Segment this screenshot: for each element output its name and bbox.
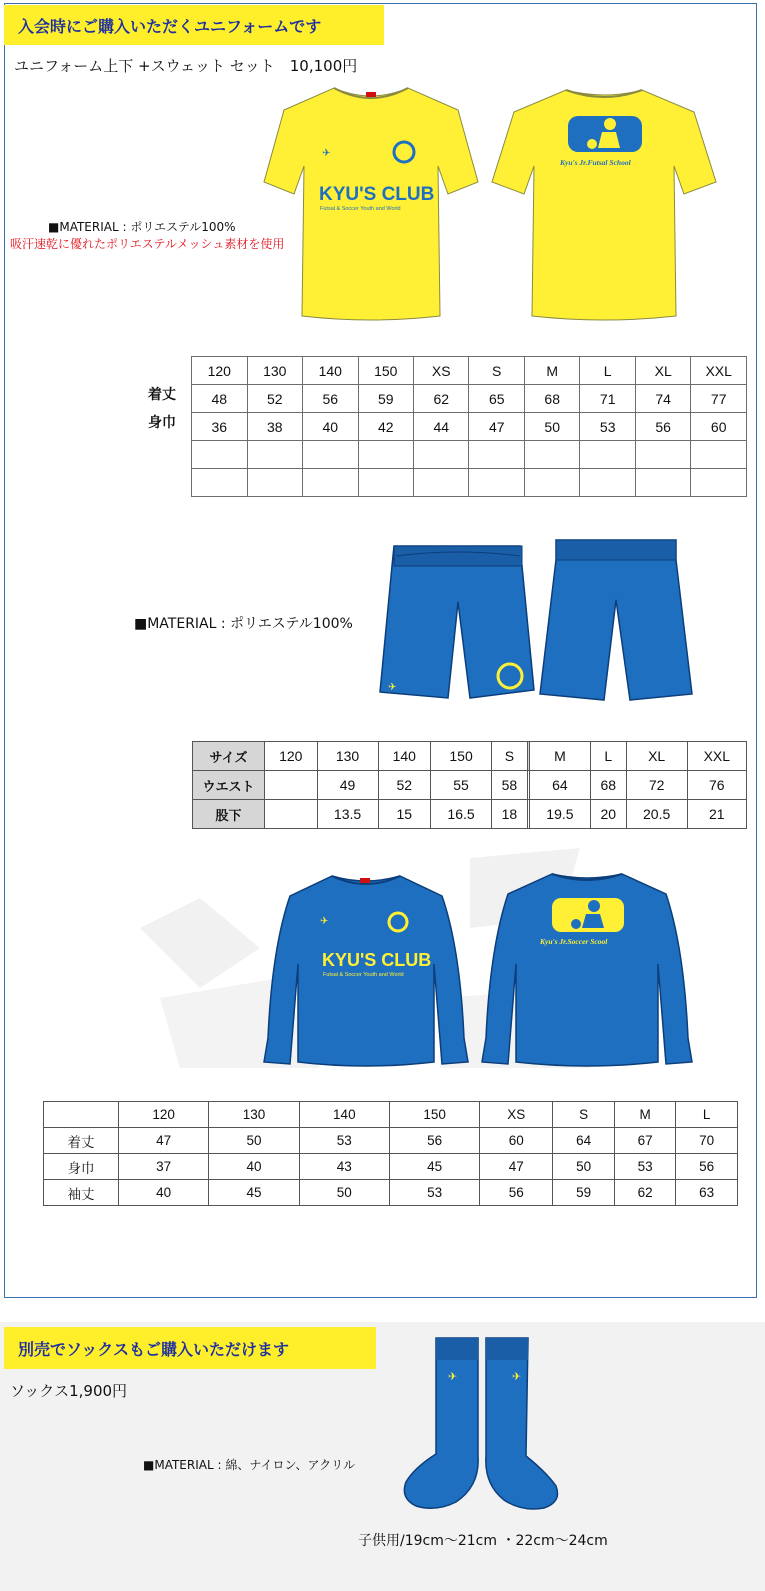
table-row	[44, 1128, 738, 1154]
value-cell: 68	[590, 771, 626, 800]
size-cell: 130	[247, 357, 303, 385]
size-cell: M	[614, 1102, 676, 1128]
sweat-size-table	[43, 1101, 738, 1206]
value-cell: 52	[378, 771, 431, 800]
value-cell	[265, 771, 318, 800]
sweat-front-logo: KYU'S CLUB	[322, 950, 432, 970]
size-cell: L	[676, 1102, 738, 1128]
size-cell: L	[580, 357, 635, 385]
size-cell: 120	[119, 1102, 209, 1128]
value-cell: 53	[389, 1180, 479, 1206]
size-cell: 120	[192, 357, 248, 385]
value-cell: 50	[524, 413, 579, 441]
sweat-back-caption: Kyu's Jr.Soccer Scool	[540, 937, 608, 946]
row-label-cell: ウエスト	[193, 771, 265, 800]
size-cell: M	[529, 742, 590, 771]
shirt-front-logo: KYU'S CLUB	[319, 184, 435, 205]
value-cell: 47	[480, 1154, 553, 1180]
size-cell: S	[553, 1102, 615, 1128]
sweat-back-image	[480, 868, 694, 1070]
table-row	[192, 385, 747, 413]
value-cell: 60	[691, 413, 747, 441]
socks-size-note: 子供用/19cm～21cm ・22cm～24cm	[358, 1533, 608, 1549]
size-cell: S	[469, 357, 524, 385]
value-cell: 16.5	[431, 800, 492, 829]
shirt-size-table	[191, 356, 747, 497]
svg-text:✈: ✈	[512, 1370, 522, 1383]
value-cell: 45	[209, 1180, 299, 1206]
value-cell: 36	[192, 413, 248, 441]
value-cell: 20.5	[626, 800, 687, 829]
value-cell: 40	[303, 413, 359, 441]
value-cell: 42	[358, 413, 414, 441]
value-cell: 47	[469, 413, 524, 441]
value-cell: 53	[580, 413, 635, 441]
value-cell: 13.5	[317, 800, 378, 829]
size-cell: XXL	[691, 357, 747, 385]
value-cell: 63	[676, 1180, 738, 1206]
socks-banner: 別売でソックスもご購入いただけます	[4, 1327, 376, 1369]
shorts-back-image	[538, 538, 694, 704]
value-cell: 65	[469, 385, 524, 413]
size-cell: 140	[378, 742, 431, 771]
size-cell: M	[524, 357, 579, 385]
row-label-cell: 着丈	[44, 1128, 119, 1154]
value-cell: 71	[580, 385, 635, 413]
shirt-front-image	[262, 82, 480, 324]
size-cell: 140	[303, 357, 359, 385]
value-cell: 50	[553, 1154, 615, 1180]
table-row	[44, 1154, 738, 1180]
shorts-front-image	[378, 540, 536, 704]
corner-cell	[44, 1102, 119, 1128]
value-cell: 56	[389, 1128, 479, 1154]
value-cell: 45	[389, 1154, 479, 1180]
size-cell: 120	[265, 742, 318, 771]
row-label-cell: 袖丈	[44, 1180, 119, 1206]
value-cell: 60	[480, 1128, 553, 1154]
value-cell: 40	[209, 1154, 299, 1180]
size-cell: XL	[635, 357, 690, 385]
value-cell: 48	[192, 385, 248, 413]
value-cell: 18	[492, 800, 528, 829]
value-cell: 53	[614, 1154, 676, 1180]
table-row	[193, 742, 747, 771]
value-cell: 21	[687, 800, 746, 829]
size-cell: 130	[209, 1102, 299, 1128]
table-row	[44, 1180, 738, 1206]
value-cell: 74	[635, 385, 690, 413]
value-cell: 59	[553, 1180, 615, 1206]
value-cell: 49	[317, 771, 378, 800]
size-cell: 130	[317, 742, 378, 771]
header-cell: サイズ	[193, 742, 265, 771]
table-row	[192, 441, 747, 469]
value-cell: 76	[687, 771, 746, 800]
table-row	[192, 413, 747, 441]
shirt-back-image	[490, 82, 718, 324]
table-row	[192, 469, 747, 497]
value-cell: 44	[414, 413, 469, 441]
value-cell: 58	[492, 771, 528, 800]
sweat-front-image	[262, 868, 470, 1070]
shirt-row-label-1: 着丈	[148, 387, 176, 403]
value-cell: 37	[119, 1154, 209, 1180]
value-cell: 50	[299, 1180, 389, 1206]
svg-text:✈: ✈	[320, 916, 329, 927]
value-cell: 55	[431, 771, 492, 800]
value-cell: 67	[614, 1128, 676, 1154]
value-cell: 64	[529, 771, 590, 800]
size-cell: S	[492, 742, 528, 771]
shirt-feature: 吸汗速乾に優れたポリエステルメッシュ素材を使用	[10, 237, 285, 251]
value-cell: 50	[209, 1128, 299, 1154]
value-cell: 56	[635, 413, 690, 441]
shirt-back-caption: Kyu's Jr.Futsal School	[560, 158, 631, 167]
value-cell: 70	[676, 1128, 738, 1154]
size-cell: L	[590, 742, 626, 771]
row-label-cell: 身巾	[44, 1154, 119, 1180]
socks-price: ソックス1,900円	[10, 1382, 128, 1400]
size-cell: XXL	[687, 742, 746, 771]
shirt-row-label-2: 身巾	[148, 415, 176, 431]
size-cell: XS	[480, 1102, 553, 1128]
shorts-size-table	[192, 741, 747, 829]
value-cell: 56	[480, 1180, 553, 1206]
table-row	[193, 800, 747, 829]
shirt-front-logo-sub: Futsal & Soccer Youth and World	[320, 206, 401, 212]
value-cell: 59	[358, 385, 414, 413]
value-cell: 43	[299, 1154, 389, 1180]
value-cell: 53	[299, 1128, 389, 1154]
size-cell: XL	[626, 742, 687, 771]
svg-text:✈: ✈	[388, 682, 397, 693]
value-cell: 38	[247, 413, 303, 441]
value-cell: 20	[590, 800, 626, 829]
value-cell: 62	[414, 385, 469, 413]
row-label-cell: 股下	[193, 800, 265, 829]
value-cell: 47	[119, 1128, 209, 1154]
value-cell: 68	[524, 385, 579, 413]
value-cell	[265, 800, 318, 829]
sweat-front-logo-sub: Futsal & Soccer Youth and World	[323, 972, 404, 978]
table-row	[44, 1102, 738, 1128]
size-cell: 150	[431, 742, 492, 771]
value-cell: 62	[614, 1180, 676, 1206]
svg-text:✈: ✈	[448, 1370, 458, 1383]
value-cell: 19.5	[529, 800, 590, 829]
value-cell: 56	[303, 385, 359, 413]
socks-material: ■MATERIAL : 綿、ナイロン、アクリル	[143, 1458, 356, 1472]
shirt-material: ■MATERIAL : ポリエステル100%	[48, 220, 236, 234]
table-row	[192, 357, 747, 385]
value-cell: 64	[553, 1128, 615, 1154]
size-cell: 150	[358, 357, 414, 385]
uniform-banner: 入会時にご購入いただくユニフォームです	[4, 5, 384, 45]
value-cell: 52	[247, 385, 303, 413]
size-cell: 150	[389, 1102, 479, 1128]
value-cell: 15	[378, 800, 431, 829]
value-cell: 56	[676, 1154, 738, 1180]
size-cell: XS	[414, 357, 469, 385]
value-cell: 77	[691, 385, 747, 413]
table-row	[193, 771, 747, 800]
size-cell: 140	[299, 1102, 389, 1128]
socks-image	[396, 1336, 566, 1516]
value-cell: 40	[119, 1180, 209, 1206]
value-cell: 72	[626, 771, 687, 800]
set-price-title: ユニフォーム上下 +スウェット セット 10,100円	[14, 57, 358, 75]
shorts-material: ■MATERIAL : ポリエステル100%	[134, 616, 353, 632]
svg-text:✈: ✈	[322, 148, 331, 159]
